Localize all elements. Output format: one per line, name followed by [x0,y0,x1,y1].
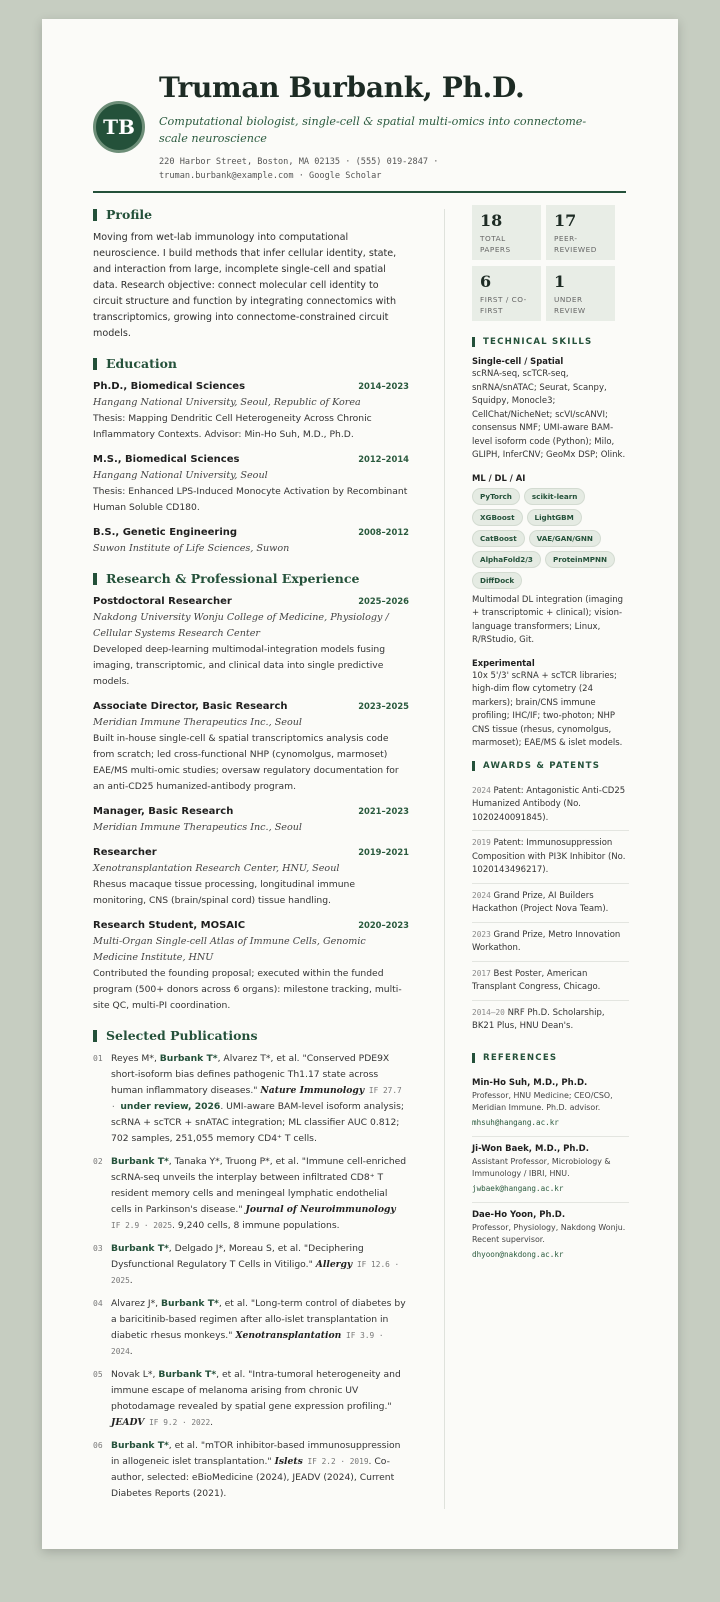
entry-header [93,525,409,541]
experience-list [93,594,409,1014]
section-heading [472,761,629,771]
publication-number: 01 [93,1054,103,1063]
resume-page [42,19,678,1549]
entry-organization: Meridian Immune Therapeutics Inc., Seoul [93,822,302,833]
citation-title: , Tanaka Y*, Truong P*, et al. "Immune cell-enriched scRNA-seq unveils the interplay between infiltrated CD8⁺ T resident memory cells and meningeal lymphatic endothelial cells in Parkinson's disease." [111,1156,407,1215]
citation-journal: JEADV [111,1417,145,1428]
awards-heading: AWARDS & PATENTS [483,760,601,771]
entry-date: 2025–2026 [358,596,409,606]
contact-info: 220 Harbor Street, Boston, MA 02135 · (555) 019-2847 · truman.burbank@example.com · Google Scholar [159,157,439,181]
heading-marker [93,209,97,221]
reference-name: Ji-Won Baek, M.D., Ph.D. [472,1143,589,1154]
skill-group-title: Experimental [472,657,535,668]
entry-title: Manager, Basic Research [93,806,234,817]
award-item [472,779,629,832]
entry-description: Rhesus macaque tissue processing, longitudinal immune monitoring, CNS (brain/spinal cord) tissue handling. [93,879,356,906]
award-year: 2019 [472,838,491,847]
heading-marker [472,1053,475,1063]
citation-notes: . [129,1275,133,1286]
stat-label: TOTAL PAPERS [480,234,511,254]
reference-list [472,1071,629,1268]
citation-impact-factor: IF 3.9 · 2024 [111,1331,384,1356]
publication-citation [111,1241,409,1289]
experience-entry [93,845,409,909]
stat-value: 6 [480,272,492,291]
entry-title: Research Student, MOSAIC [93,920,246,931]
publication-citation [111,1367,409,1431]
experience-entry [93,918,409,1014]
citation-highlight-author: Burbank T* [159,1053,218,1064]
entry-organization: Multi-Organ Single-cell Atlas of Immune Cells, Genomic Medicine Institute, HNU [93,936,366,963]
references-heading: REFERENCES [483,1052,558,1063]
experience-entry [93,804,409,836]
entry-description: Contributed the founding proposal; executed within the funded program (500+ donors across 6 organs): milestone tracking, multi-site QC, multi-PI coordination. [93,968,402,1011]
reference-email[interactable]: jwbaek@hangang.ac.kr [472,1183,564,1193]
skill-chip: VAE/GAN/GNN [529,530,601,547]
candidate-name: Truman Burbank, Ph.D. [159,71,525,104]
citation-impact-factor: IF 27.7 · [111,1086,402,1111]
citation-title: , et al. "Intra-tumoral heterogeneity and immune escape of melanoma arising from chronic UV photodamage revealed by spatial gene expression profiling." [111,1369,401,1412]
entry-organization: Hangang National University, Seoul [93,470,268,481]
award-item [472,884,629,923]
entry-header [93,804,409,820]
stat-label: FIRST / CO-FIRST [480,295,527,315]
publication-item [93,1051,409,1147]
citation-journal: Islets [274,1456,303,1467]
stats-grid [472,205,629,321]
skill-chip: PyTorch [472,488,520,505]
reference-description: Professor, Physiology, Nakdong Wonju. Recent supervisor. [472,1222,626,1244]
profile-text: Moving from wet-lab immunology into computational neuroscience. I build methods that infer cellular identity, state, and interaction from large, incomplete single-cell and spatial data. Research objective: connect molecular cell identity to circuit structure and function by integrating connectomics with transcriptomics, growing into connectome-constrained circuit models. [93,232,397,339]
entry-header [93,845,409,861]
entry-description: Thesis: Mapping Dendritic Cell Heterogeneity Across Chronic Inflammatory Contexts. Advisor: Min-Ho Suh, M.D., Ph.D. [93,413,372,440]
experience-entry [93,699,409,795]
skill-group-text: 10x 5'/3' scRNA + scTCR libraries; high-dim flow cytometry (24 markers); brain/CNS immune profiling; IHC/IF; two-photon; NHP CNS tissue (rhesus, cynomolgus, marmoset); EAE/MS & islet models. [472,670,623,748]
award-year: 2017 [472,968,491,978]
reference-email[interactable]: dhyoon@nakdong.ac.kr [472,1249,564,1259]
entry-description: Built in-house single-cell & spatial transcriptomics analysis code from scratch; led cross-functional NHP (cynomolgus, marmoset) EAE/MS multi-omic studies; oversaw regulatory documentation for an anti-CD25 humanized-antibody program. [93,733,399,792]
award-text: Patent: Antagonistic Anti-CD25 Humanized Antibody (No. 1020240091845). [472,785,626,823]
publication-number: 05 [93,1370,103,1379]
heading-marker [93,358,97,370]
reference-name: Min-Ho Suh, M.D., Ph.D. [472,1077,588,1088]
citation-journal: Allergy [315,1259,353,1270]
award-text: Grand Prize, Metro Innovation Workathon. [472,929,621,953]
citation-authors-pre: Reyes M*, [111,1053,160,1064]
entry-date: 2008–2012 [358,527,409,537]
citation-journal: Journal of Neuroimmunology [245,1204,396,1215]
publication-number: 03 [93,1244,103,1253]
skill-chip: AlphaFold2/3 [472,551,541,568]
experience-entry [93,594,409,690]
skill-chip: CatBoost [472,530,525,547]
award-list [472,779,629,1039]
reference-description: Assistant Professor, Microbiology & Immunology / IBRI, HNU. [472,1156,611,1178]
citation-authors-pre: Alvarez J*, [111,1298,162,1309]
heading-marker [93,1030,97,1042]
entry-date: 2023–2025 [358,701,409,711]
citation-impact-factor: IF 12.6 · 2025 [111,1260,400,1285]
column-divider [444,209,445,1509]
entry-header [93,594,409,610]
entry-date: 2014–2023 [358,381,409,391]
entry-header [93,918,409,934]
award-text: Grand Prize, AI Builders Hackathon (Project Nova Team). [472,890,609,914]
skill-group-text: Multimodal DL integration (imaging + transcriptomic + clinical); vision-language transformers; Linux, R/RStudio, Git. [472,594,624,645]
publication-item [93,1241,409,1289]
publications-heading: Selected Publications [106,1028,258,1043]
award-item [472,831,629,884]
citation-title: , Delgado J*, Moreau S, et al. "Deciphering Dysfunctional Regulatory T Cells in Vitiligo." [111,1243,364,1270]
publication-number: 02 [93,1157,103,1166]
heading-marker [472,761,475,771]
citation-notes: . UMI-aware BAM-level isoform analysis; scRNA + scTCR + snATAC integration; ML classifier AUC 0.812; 702 samples, 251,055 memory CD4⁺ T cells. [111,1101,404,1144]
sidebar-column [472,205,629,1268]
award-year: 2014–20 [472,1007,505,1017]
entry-organization: Xenotransplantation Research Center, HNU, Seoul [93,863,340,874]
publication-citation [111,1154,409,1234]
section-heading [93,1028,409,1043]
skill-group-text: scRNA-seq, scTCR-seq, snRNA/snATAC; Seurat, Scanpy, Squidpy, Monocle3; CellChat/NicheNet; scVI/scANVI; consensus NMF; UMI-aware BAM-level isoform code (Python); Milo, GLIPH, InferCNV; GeoMx DSP; Olink. [472,369,626,460]
publication-item [93,1438,409,1502]
entry-title: Postdoctoral Researcher [93,596,232,607]
publication-citation [111,1296,409,1360]
skill-chip: DiffDock [472,572,522,589]
entry-title: Ph.D., Biomedical Sciences [93,381,246,392]
reference-name: Dae-Ho Yoon, Ph.D. [472,1209,566,1220]
skill-chip: ProteinMPNN [545,551,615,568]
skill-group-title: Single-cell / Spatial [472,356,564,366]
citation-status: under review, 2026 [120,1101,221,1112]
education-heading: Education [106,356,178,371]
heading-marker [472,337,475,347]
entry-date: 2020–2023 [358,920,409,930]
education-section [93,356,409,557]
stat-value: 1 [554,272,566,291]
publication-list [93,1051,409,1502]
skills-section [472,337,629,751]
stat-value: 18 [480,211,503,230]
skill-chip: XGBoost [472,509,523,526]
citation-notes: . [129,1346,133,1357]
citation-title: , Alvarez T*, et al. "Conserved PDE9X short-isoform bias defines pathogenic Th1.17 state across human inflammatory diseases." [111,1053,390,1096]
heading-marker [93,573,97,585]
stat-value: 17 [554,211,577,230]
entry-title: B.S., Genetic Engineering [93,527,238,538]
stat-card [546,205,615,260]
entry-date: 2012–2014 [358,454,409,464]
stat-label: UNDER REVIEW [554,295,586,315]
skill-group-title: ML / DL / AI [472,472,526,483]
stat-card [472,266,541,321]
header-divider [93,191,626,193]
education-list [93,379,409,557]
citation-journal: Xenotransplantation [235,1330,342,1341]
main-column [93,207,409,1509]
reference-item [472,1137,629,1203]
experience-section [93,571,409,1014]
entry-header [93,379,409,395]
entry-date: 2021–2023 [358,806,409,816]
tagline: Computational biologist, single-cell & spatial multi-omics into connectome-scale neuroscience [159,115,587,145]
award-text: Patent: Immunosuppression Composition with PI3K Inhibitor (No. 1020143496217). [472,838,626,875]
citation-impact-factor: IF 2.2 · 2019 [302,1457,369,1466]
citation-highlight-author: Burbank T* [111,1156,169,1167]
section-heading [472,337,629,347]
citation-highlight-author: Burbank T* [111,1440,169,1451]
entry-title: M.S., Biomedical Sciences [93,454,240,465]
entry-title: Researcher [93,847,157,858]
citation-authors-pre: Novak L*, [111,1369,159,1380]
citation-notes: . [210,1417,214,1428]
entry-organization: Meridian Immune Therapeutics Inc., Seoul [93,717,302,728]
entry-date: 2019–2021 [358,847,409,857]
citation-impact-factor: IF 9.2 · 2022 [144,1418,211,1427]
award-text: Best Poster, American Transplant Congress, Chicago. [472,968,601,992]
award-year: 2024 [472,890,491,900]
stat-card [472,205,541,260]
section-heading [93,571,409,586]
skills-heading: TECHNICAL SKILLS [483,337,593,347]
publications-section [93,1028,409,1502]
entry-header [93,452,409,468]
reference-item [472,1071,629,1137]
entry-organization: Nakdong University Wonju College of Medicine, Physiology / Cellular Systems Research Center [93,612,389,639]
education-entry [93,525,409,557]
citation-highlight-author: Burbank T* [158,1369,217,1380]
entry-description: Developed deep-learning multimodal-integration models fusing imaging, transcriptomic, and clinical data into single predictive models. [93,644,386,687]
publication-number: 06 [93,1441,103,1450]
profile-section [93,207,409,342]
citation-highlight-author: Burbank T* [111,1243,169,1254]
award-item [472,923,629,962]
publication-item [93,1296,409,1360]
reference-description: Professor, HNU Medicine; CEO/CSO, Meridian Immune. Ph.D. advisor. [472,1090,613,1112]
award-text: NRF Ph.D. Scholarship, BK21 Plus, HNU Dean's. [472,1007,605,1031]
education-entry [93,452,409,516]
citation-highlight-author: Burbank T* [161,1298,219,1309]
section-heading [93,356,409,371]
skill-chip: LightGBM [527,509,582,526]
stat-card [546,266,615,321]
entry-organization: Suwon Institute of Life Sciences, Suwon [93,543,290,554]
awards-section [472,761,629,1039]
award-year: 2024 [472,785,491,795]
entry-title: Associate Director, Basic Research [93,701,288,712]
reference-email[interactable]: mhsuh@hangang.ac.kr [472,1117,559,1127]
publication-number: 04 [93,1299,103,1308]
references-section [472,1053,629,1268]
citation-notes: . 9,240 cells, 8 immune populations. [172,1220,340,1231]
entry-organization: Hangang National University, Seoul, Republic of Korea [93,397,361,408]
entry-header [93,699,409,715]
skill-chips [472,488,629,589]
education-entry [93,379,409,443]
experience-heading: Research & Professional Experience [106,571,360,586]
publication-item [93,1367,409,1431]
profile-heading: Profile [106,207,153,222]
award-item [472,1001,629,1039]
citation-title: , et al. "Long-term control of diabetes by a baricitinib-based regimen after allo-islet transplantation in diabetic rhesus monkeys." [111,1298,406,1341]
publication-citation [111,1438,409,1502]
skill-chip: scikit-learn [524,488,586,505]
award-year: 2023 [472,929,491,939]
citation-impact-factor: IF 2.9 · 2025 [111,1221,173,1230]
citation-title: , et al. "mTOR inhibitor-based immunosuppression in allogeneic islet transplantation." [111,1440,401,1467]
section-heading [93,207,409,222]
publication-citation [111,1051,409,1147]
citation-journal: Nature Immunology [260,1085,365,1096]
entry-description: Thesis: Enhanced LPS-Induced Monocyte Activation by Recombinant Human Soluble CD180. [93,486,408,513]
avatar-initials: TB [93,101,145,153]
section-heading [472,1053,629,1063]
citation-notes: . Co-author, selected: eBioMedicine (2024), JEADV (2024), Current Diabetes Reports (2021). [111,1456,395,1499]
publication-item [93,1154,409,1234]
award-item [472,962,629,1001]
reference-item [472,1203,629,1268]
stat-label: PEER-REVIEWED [554,234,597,254]
